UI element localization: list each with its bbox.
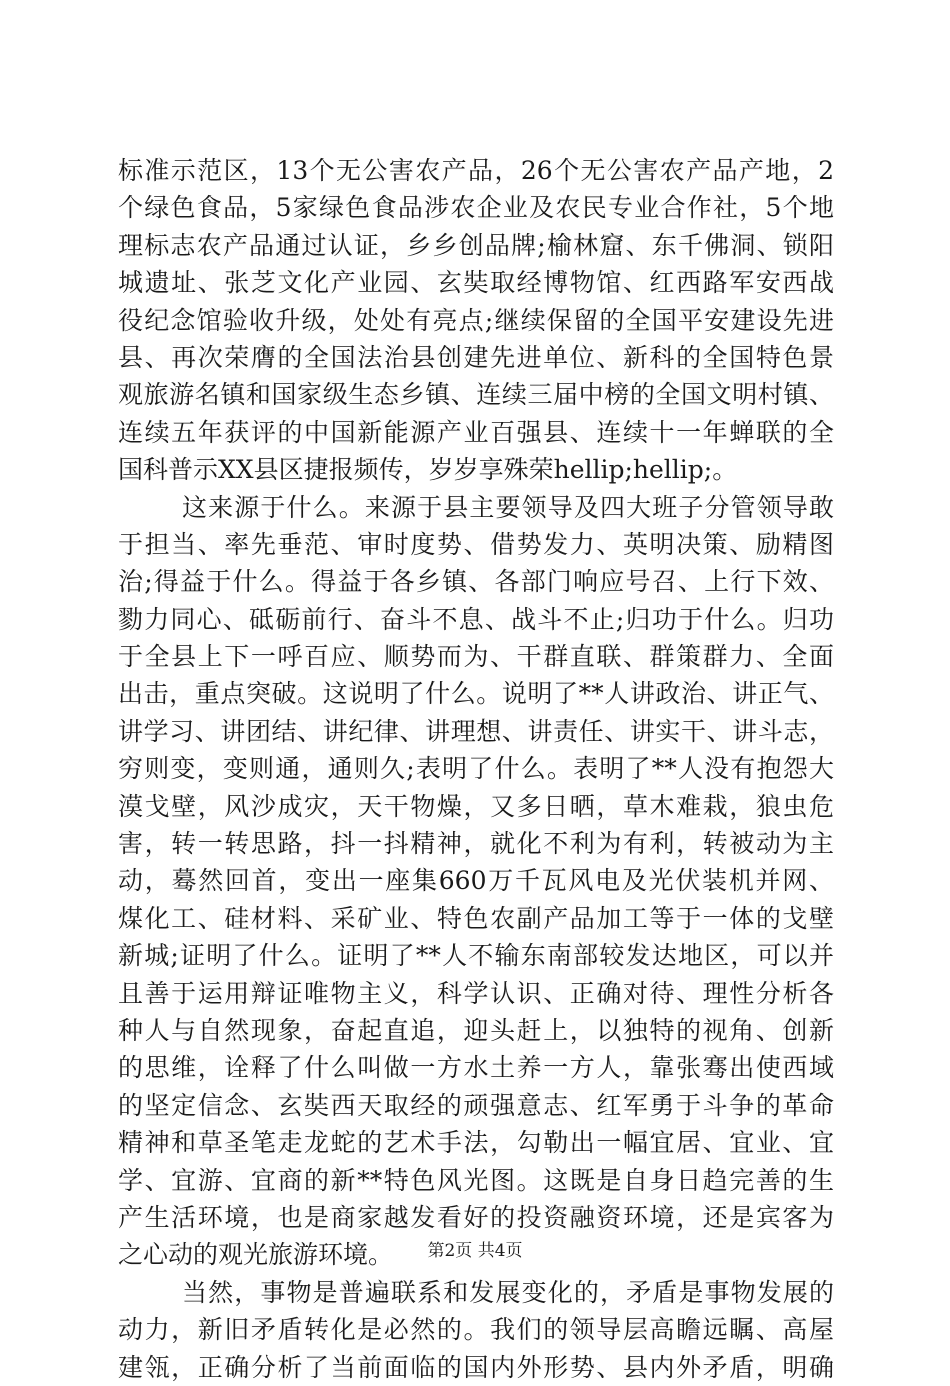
text-line: 于担当、率先垂范、审时度势、借势发力、英明决策、励精图 <box>118 529 834 559</box>
text-line: 穷则变，变则通，通则久;表明了什么。表明了**人没有抱怨大 <box>118 754 834 784</box>
document-body <box>118 152 834 1386</box>
text-line: 煤化工、硅材料、采矿业、特色农副产品加工等于一体的戈壁 <box>118 903 834 933</box>
text-line: 且善于运用辩证唯物主义，科学认识、正确对待、理性分析各 <box>118 978 834 1008</box>
text-line: 精神和草圣笔走龙蛇的艺术手法，勾勒出一幅宜居、宜业、宜 <box>118 1128 834 1158</box>
text-line: 治;得益于什么。得益于各乡镇、各部门响应号召、上行下效、 <box>118 567 834 597</box>
text-line: 县、再次荣膺的全国法治县创建先进单位、新科的全国特色景 <box>118 342 834 372</box>
text-line: 城遗址、张芝文化产业园、玄奘取经博物馆、红西路军安西战 <box>118 268 834 298</box>
text-line: 个绿色食品，5家绿色食品涉农企业及农民专业合作社，5个地 <box>118 193 834 223</box>
text-line: 连续五年获评的中国新能源产业百强县、连续十一年蝉联的全 <box>118 417 834 447</box>
text-line: 之心动的观光旅游环境。 <box>118 1240 394 1270</box>
text-line: 勠力同心、砥砺前行、奋斗不息、战斗不止;归功于什么。归功 <box>118 604 834 634</box>
text-line: 种人与自然现象，奋起直追，迎头赶上，以独特的视角、创新 <box>118 1015 834 1045</box>
text-line: 讲学习、讲团结、讲纪律、讲理想、讲责任、讲实干、讲斗志， <box>118 716 834 746</box>
text-line: 标准示范区，13个无公害农产品，26个无公害农产品产地，2 <box>118 156 834 185</box>
paragraph-start-line: 这来源于什么。来源于县主要领导及四大班子分管领导敢 <box>182 492 834 522</box>
text-line: 漠戈壁，风沙成灾，天干物燥，又多日晒，草木难栽，狼虫危 <box>118 791 834 821</box>
text-line: 出击，重点突破。这说明了什么。说明了**人讲政治、讲正气、 <box>118 679 834 709</box>
text-line: 的思维，诠释了什么叫做一方水土养一方人，靠张骞出使西域 <box>118 1053 834 1083</box>
text-line: 的坚定信念、玄奘西天取经的顽强意志、红军勇于斗争的革命 <box>118 1090 834 1120</box>
paragraph-start-line: 当然，事物是普遍联系和发展变化的，矛盾是事物发展的 <box>182 1277 834 1307</box>
text-line: 建瓴，正确分析了当前面临的国内外形势、县内外矛盾，明确 <box>118 1352 834 1382</box>
text-line: 国科普示XX县区捷报频传，岁岁享殊荣hellip;hellip;。 <box>118 455 738 485</box>
text-line: 役纪念馆验收升级，处处有亮点;继续保留的全国平安建设先进 <box>118 305 834 335</box>
text-line: 于全县上下一呼百应、顺势而为、干群直联、群策群力、全面 <box>118 642 834 672</box>
text-line: 动，蓦然回首，变出一座集660万千瓦风电及光伏装机并网、 <box>118 866 834 896</box>
text-line: 学、宜游、宜商的新**特色风光图。这既是自身日趋完善的生 <box>118 1165 834 1195</box>
text-line: 害，转一转思路，抖一抖精神，就化不利为有利，转被动为主 <box>118 829 834 859</box>
text-line: 观旅游名镇和国家级生态乡镇、连续三届中榜的全国文明村镇、 <box>118 380 834 410</box>
text-line: 理标志农产品通过认证，乡乡创品牌;榆林窟、东千佛洞、锁阳 <box>118 230 834 260</box>
text-line: 产生活环境，也是商家越发看好的投资融资环境，还是宾客为 <box>118 1202 834 1232</box>
page-footer: 第2页 共4页 <box>427 1241 523 1261</box>
text-line: 动力，新旧矛盾转化是必然的。我们的领导层高瞻远瞩、高屋 <box>118 1315 834 1345</box>
text-line: 新城;证明了什么。证明了**人不输东南部较发达地区，可以并 <box>118 941 834 971</box>
